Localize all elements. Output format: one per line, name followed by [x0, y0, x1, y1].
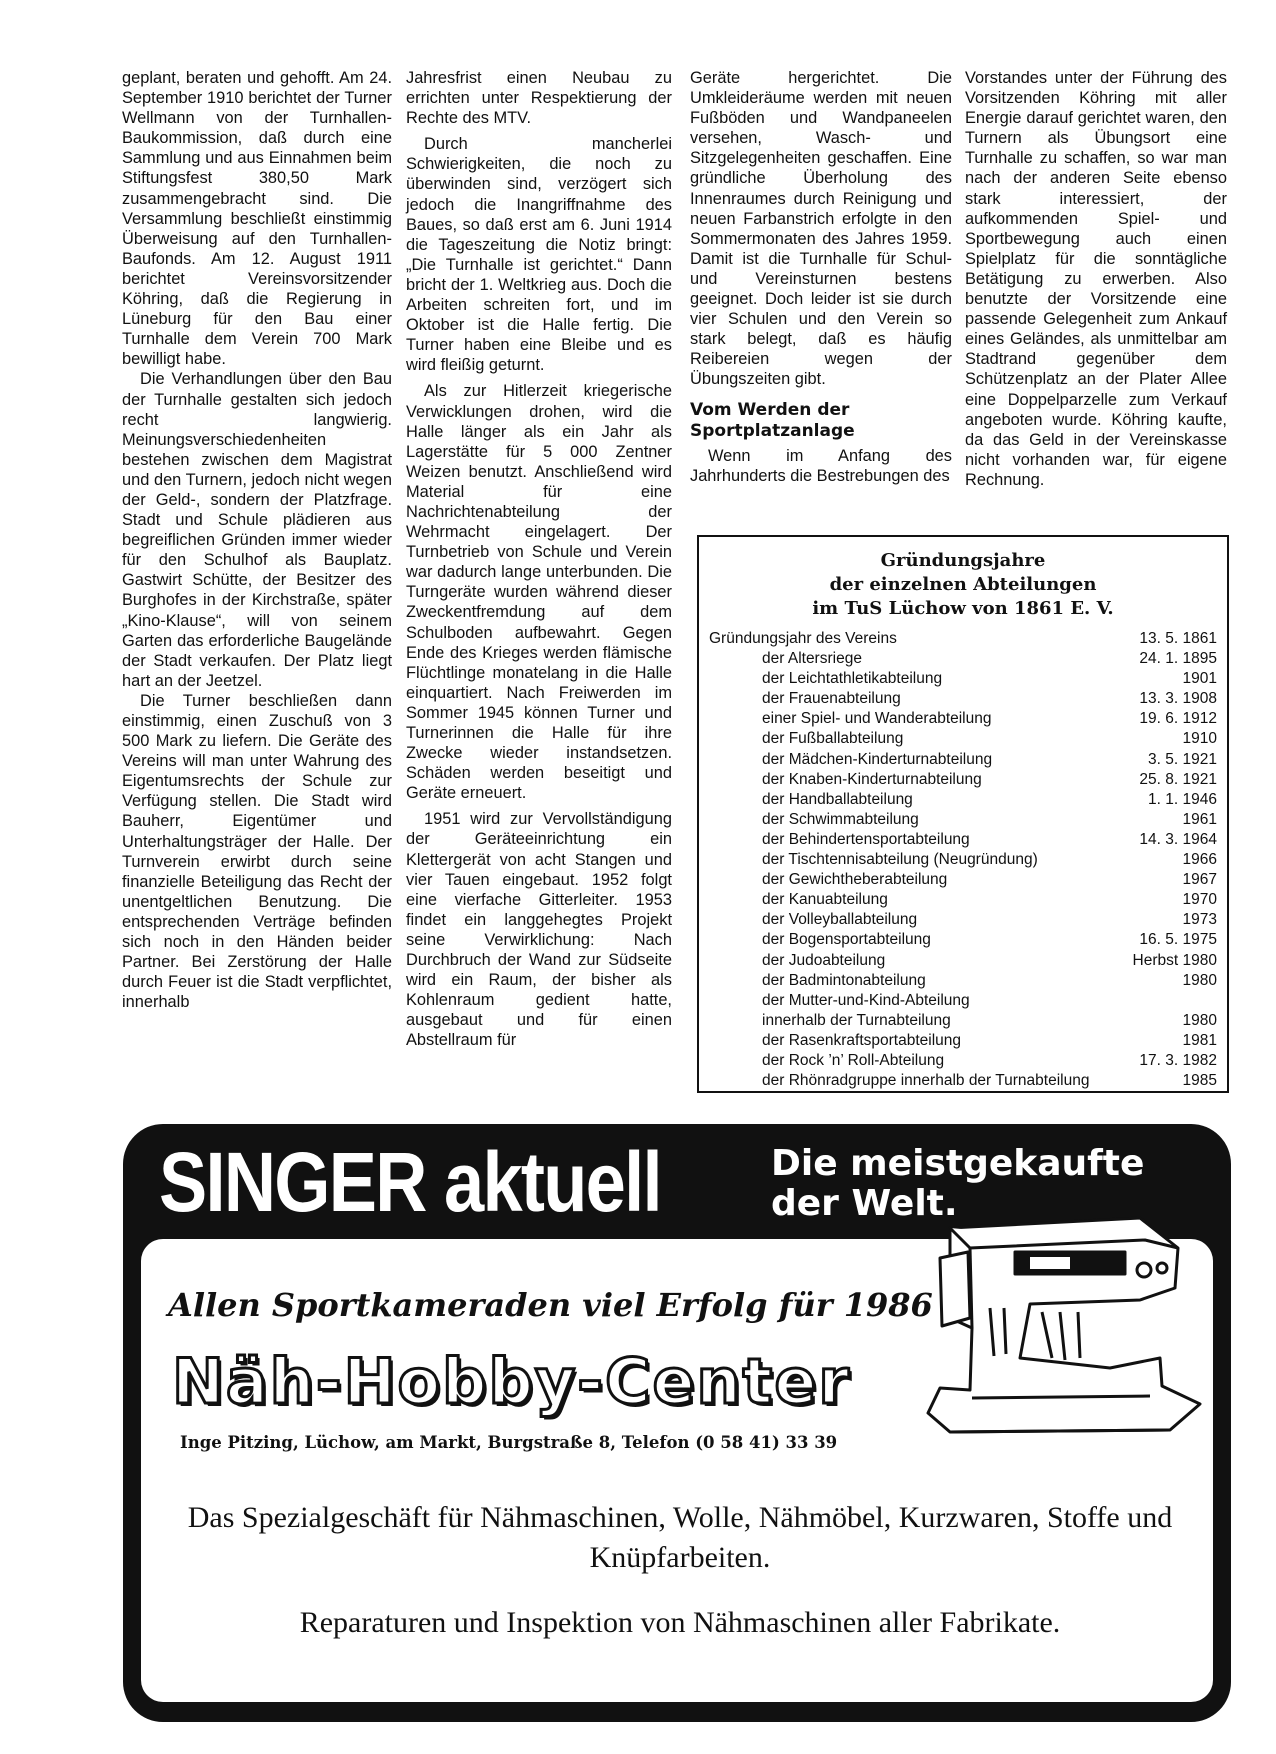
founding-row: [709, 790, 1217, 810]
founding-row: [709, 930, 1217, 950]
founding-date: 24. 1. 1895: [1139, 650, 1217, 668]
founding-date: 1910: [1182, 730, 1217, 748]
founding-date: 1901: [1182, 670, 1217, 688]
department-name: der Rock ’n’ Roll-Abteilung: [762, 1051, 945, 1069]
department-name: der Mädchen-Kinderturnabteilung: [762, 750, 993, 768]
ad-slogan: Allen Sportkameraden viel Erfolg für 1986: [168, 1286, 933, 1324]
department-name: der Volleyballabteilung: [762, 911, 918, 929]
title-line: der einzelnen Abteilungen: [829, 574, 1097, 595]
tagline-line: der Welt.: [771, 1183, 958, 1224]
founding-date: 1967: [1182, 871, 1217, 889]
founding-date: 1981: [1182, 1031, 1217, 1049]
founding-date: 19. 6. 1912: [1139, 710, 1217, 728]
article-column-4: [965, 68, 1227, 490]
founding-row: [709, 810, 1217, 830]
founding-row: [709, 629, 1217, 649]
department-name: der Gewichtheberabteilung: [762, 871, 948, 889]
founding-date: 16. 5. 1975: [1139, 931, 1217, 949]
founding-row: [709, 1051, 1217, 1071]
founding-row: [709, 830, 1217, 850]
paragraph: 1951 wird zur Vervollständigung der Geräteeinrichtung ein Klettergerät von acht Stangen und vier Tauen eingebaut. 1952 folgt eine vierfache Gitterleiter. 1953 findet ein langgehegtes Projekt seine Verwirklichung: Nach Durchbruch der Wand zur Südseite wird ein Raum, der bisher als Kohlenraum gedient hatte, ausgebaut und für einen Abstellraum für: [406, 810, 672, 1050]
tagline-line: Die meistgekaufte: [771, 1143, 1145, 1184]
founding-row: [709, 991, 1217, 1011]
founding-row: [709, 750, 1217, 770]
founding-box-title: [709, 549, 1217, 621]
article-column-1: [122, 68, 392, 1012]
paragraph: Durch mancherlei Schwierigkeiten, die noch zu überwinden sind, verzögert sich jedoch die Inangriffnahme des Baues, so daß erst am 6. Juni 1914 die Tageszeitung die Notiz bringt: „Die Turnhalle ist gerichtet.“ Dann bricht der 1. Weltkrieg aus. Doch die Arbeiten schreiten fort, und im Oktober ist die Halle fertig. Die Turner haben eine Bleibe und es wird fleißig geturnt.: [406, 135, 672, 375]
department-name: der Rasenkraftsportabteilung: [762, 1031, 962, 1049]
department-name: Gründungsjahr des Vereins: [709, 630, 897, 647]
founding-row: [709, 669, 1217, 689]
shop-description: Das Spezialgeschäft für Nähmaschinen, Wolle, Nähmöbel, Kurzwaren, Stoffe und Knüpfarbeiten.: [187, 1501, 1173, 1574]
department-name: einer Spiel- und Wanderabteilung: [762, 710, 992, 728]
department-name: der Fußballabteilung: [762, 730, 904, 748]
shop-address: Inge Pitzing, Lüchow, am Markt, Burgstraße 8, Telefon (0 58 41) 33 39: [180, 1433, 838, 1452]
founding-row: [709, 890, 1217, 910]
department-name: der Rhönradgruppe innerhalb der Turnabteilung: [762, 1072, 1090, 1090]
department-name: der Leichtathletikabteilung: [762, 670, 943, 688]
paragraph: Die Turner beschließen dann einstimmig, einen Zuschuß von 3 500 Mark zu liefern. Die Geräte des Vereins will man unter Wahrung des Eigentumsrechts der Schule zur Verfügung stellen. Die Stadt wird Bauherr, Eigentümer und Unterhaltungsträger der Halle. Der Turnverein erwirbt durch seine finanzielle Beteiligung das Recht der unentgeltlichen Benutzung. Die entsprechenden Verträge befinden sich noch in den Händen beider Partner. Bei Zerstörung der Halle durch Feuer ist die Stadt verpflichtet, innerhalb: [122, 691, 392, 1012]
founding-row: [709, 709, 1217, 729]
sewing-machine-icon: [910, 1208, 1210, 1440]
founding-row: [709, 649, 1217, 669]
founding-row: [709, 1031, 1217, 1051]
paragraph: Vorstandes unter der Führung des Vorsitzenden Köhring mit aller Energie darauf gerichtet waren, den Turnern als Übungsort eine Turnhalle zu schaffen, so war man nach der anderen Seite ebenso stark interessiert, der aufkommenden Spiel- und Sportbewegung auch einen Spielplatz für die sonntägliche Betätigung zu erwerben. Also benutzte der Vorsitzende eine passende Gelegenheit zum Ankauf eines Geländes, als unmittelbar am Stadtrand gegenüber dem Schützenplatz an der Plater Allee eine Doppelparzelle zum Verkauf angeboten wurde. Köhring kaufte, da das Geld in der Vereinskasse nicht vorhanden war, für eigene Rechnung.: [965, 69, 1227, 489]
founding-row: [709, 1071, 1217, 1091]
paragraph: Als zur Hitlerzeit kriegerische Verwicklungen drohen, wird die Halle länger als ein Jahr als Lagerstätte für 5 000 Zentner Weizen benutzt. Anschließend wird Material für eine Nachrichtenabteilung der Wehrmacht eingelagert. Der Turnbetrieb von Schule und Verein war dadurch lange unterbunden. Die Turngeräte wurden während dieser Zweckentfremdung auf dem Schulboden aufbewahrt. Gegen Ende des Krieges werden flämische Flüchtlinge monatelang in die Halle einquartiert. Nach Freiwerden im Sommer 1945 können Turner und Turnerinnen die Halle für ihre Zwecke wieder instandsetzen. Schäden werden beseitigt und Geräte erneuert.: [406, 382, 672, 803]
shop-services: Reparaturen und Inspektion von Nähmaschinen aller Fabrikate.: [299, 1606, 1061, 1639]
department-name: der Altersriege: [762, 650, 862, 668]
paragraph: Wenn im Anfang des Jahrhunderts die Bestrebungen des: [690, 446, 952, 485]
founding-row: [709, 971, 1217, 991]
paragraph: Die Verhandlungen über den Bau der Turnhalle gestalten sich jedoch recht langwierig. Meinungsverschiedenheiten bestehen zwischen dem Magistrat und den Turnern, jedoch nicht wegen der Geld-, sondern der Platzfrage. Stadt und Schule plädieren aus begreiflichen Gründen immer wieder für den Schulhof als Bauplatz. Gastwirt Schütte, der Besitzer des Burghofes in der Kirchstraße, später „Kino-Klause“, will von seinem Garten das erforderliche Baugelände der Stadt verkaufen. Der Platz liegt hart an der Jeetzel.: [122, 370, 392, 690]
founding-years-box: [697, 535, 1229, 1093]
founding-date: 13. 3. 1908: [1139, 690, 1217, 708]
department-name: der Badmintonabteilung: [762, 971, 926, 989]
founding-row: [709, 770, 1217, 790]
founding-date: Herbst 1980: [1132, 951, 1217, 969]
founding-date: 25. 8. 1921: [1139, 770, 1217, 788]
founding-row: [709, 870, 1217, 890]
brand-logo-text: SINGER aktuell: [159, 1135, 661, 1229]
founding-row: [709, 689, 1217, 709]
department-name: der Judoabteilung: [762, 951, 886, 969]
title-line: Gründungsjahre: [880, 550, 1046, 571]
founding-date: 14. 3. 1964: [1139, 830, 1217, 848]
paragraph: geplant, beraten und gehofft. Am 24. September 1910 berichtet der Turner Wellmann von der Turnhallen-Baukommission, daß durch eine Sammlung und aus Einnahmen beim Stiftungsfest 380,50 Mark zusammengebracht sind. Die Versammlung beschließt einstimmig Überweisung auf den Turnhallen-Baufonds. Am 12. August 1911 berichtet Vereinsvorsitzender Köhring, daß die Regierung in Lüneburg für den Bau einer Turnhalle dem Verein 700 Mark bewilligt habe.: [122, 69, 392, 369]
department-name: innerhalb der Turnabteilung: [762, 1011, 951, 1029]
founding-date: 3. 5. 1921: [1148, 750, 1217, 768]
founding-date: 1966: [1182, 851, 1217, 869]
department-name: der Behindertensportabteilung: [762, 830, 970, 848]
department-name: der Knaben-Kinderturnabteilung: [762, 770, 982, 788]
department-name: der Schwimmabteilung: [762, 810, 919, 828]
founding-row: [709, 850, 1217, 870]
founding-date: 1985: [1182, 1072, 1217, 1090]
article-column-3: [690, 68, 952, 486]
founding-row: [709, 951, 1217, 971]
department-name: der Tischtennisabteilung (Neugründung): [762, 851, 1038, 869]
founding-list: [709, 629, 1217, 1091]
section-heading: Vom Werden der Sportplatzanlage: [690, 399, 855, 441]
department-name: der Kanuabteilung: [762, 891, 888, 909]
founding-date: 1. 1. 1946: [1148, 790, 1217, 808]
founding-date: 1970: [1182, 891, 1217, 909]
paragraph: Geräte hergerichtet. Die Umkleideräume werden mit neuen Fußböden und Wandpaneelen versehen, Wasch- und Sitzgelegenheiten geschaffen. Eine gründliche Überholung des Innenraumes durch Reinigung und neuen Farbanstrich erfolgte in den Sommermonaten des Jahres 1959. Damit ist die Turnhalle für Schul- und Vereinsturnen bestens geeignet. Doch leider ist sie durch vier Schulen und den Verein so stark belegt, daß es häufig Reibereien wegen der Übungszeiten gibt.: [690, 69, 952, 389]
article-column-2: [406, 68, 672, 1051]
founding-row: [709, 1011, 1217, 1031]
founding-date: 1980: [1182, 1011, 1217, 1029]
department-name: der Bogensportabteilung: [762, 931, 931, 949]
department-name: der Frauenabteilung: [762, 690, 901, 708]
founding-date: 1961: [1182, 810, 1217, 828]
department-name: der Mutter-und-Kind-Abteilung: [762, 991, 970, 1009]
shop-name: Näh-Hobby-Center: [172, 1345, 851, 1418]
department-name: der Handballabteilung: [762, 790, 913, 808]
founding-date: 1980: [1182, 971, 1217, 989]
founding-date: 17. 3. 1982: [1139, 1051, 1217, 1069]
founding-row: [709, 729, 1217, 749]
founding-date: 13. 5. 1861: [1139, 630, 1217, 647]
title-line: im TuS Lüchow von 1861 E. V.: [812, 598, 1114, 619]
founding-date: 1973: [1182, 911, 1217, 929]
paragraph: Jahresfrist einen Neubau zu errichten unter Respektierung der Rechte des MTV.: [406, 69, 672, 128]
founding-row: [709, 910, 1217, 930]
